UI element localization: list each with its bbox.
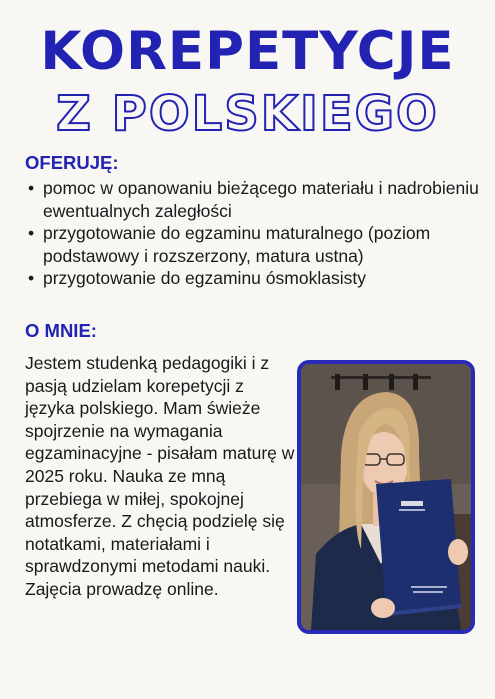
- tutor-photo: [297, 360, 475, 634]
- about-text: Jestem studenką pedagogiki i z pasją udzielam korepetycji z języka polskiego. Mam świeże spojrzenie na wymagania egzaminacyjne - pisałam maturę w 2025 roku. Nauka ze mną przebiega w miłej, spokojnej atmosferze. Z chęcią podzielę się notatkami, materiałami i sprawdzonymi metodami nauki. Zajęcia prowadzę online.: [25, 353, 295, 599]
- about-heading: O MNIE:: [25, 320, 97, 341]
- offer-item: • pomoc w opanowaniu bieżącego materiału i nadrobieniu ewentualnych zaległości: [25, 177, 480, 222]
- offer-heading: OFERUJĘ:: [25, 152, 119, 173]
- title-line-1: KOREPETYCJE: [40, 21, 455, 82]
- offer-list: [25, 177, 480, 290]
- offer-item: • przygotowanie do egzaminu ósmoklasisty: [25, 267, 480, 290]
- title-line-2: Z POLSKIEGO: [56, 86, 439, 142]
- offer-item: • przygotowanie do egzaminu maturalnego (poziom podstawowy i rozszerzony, matura ustna): [25, 222, 480, 267]
